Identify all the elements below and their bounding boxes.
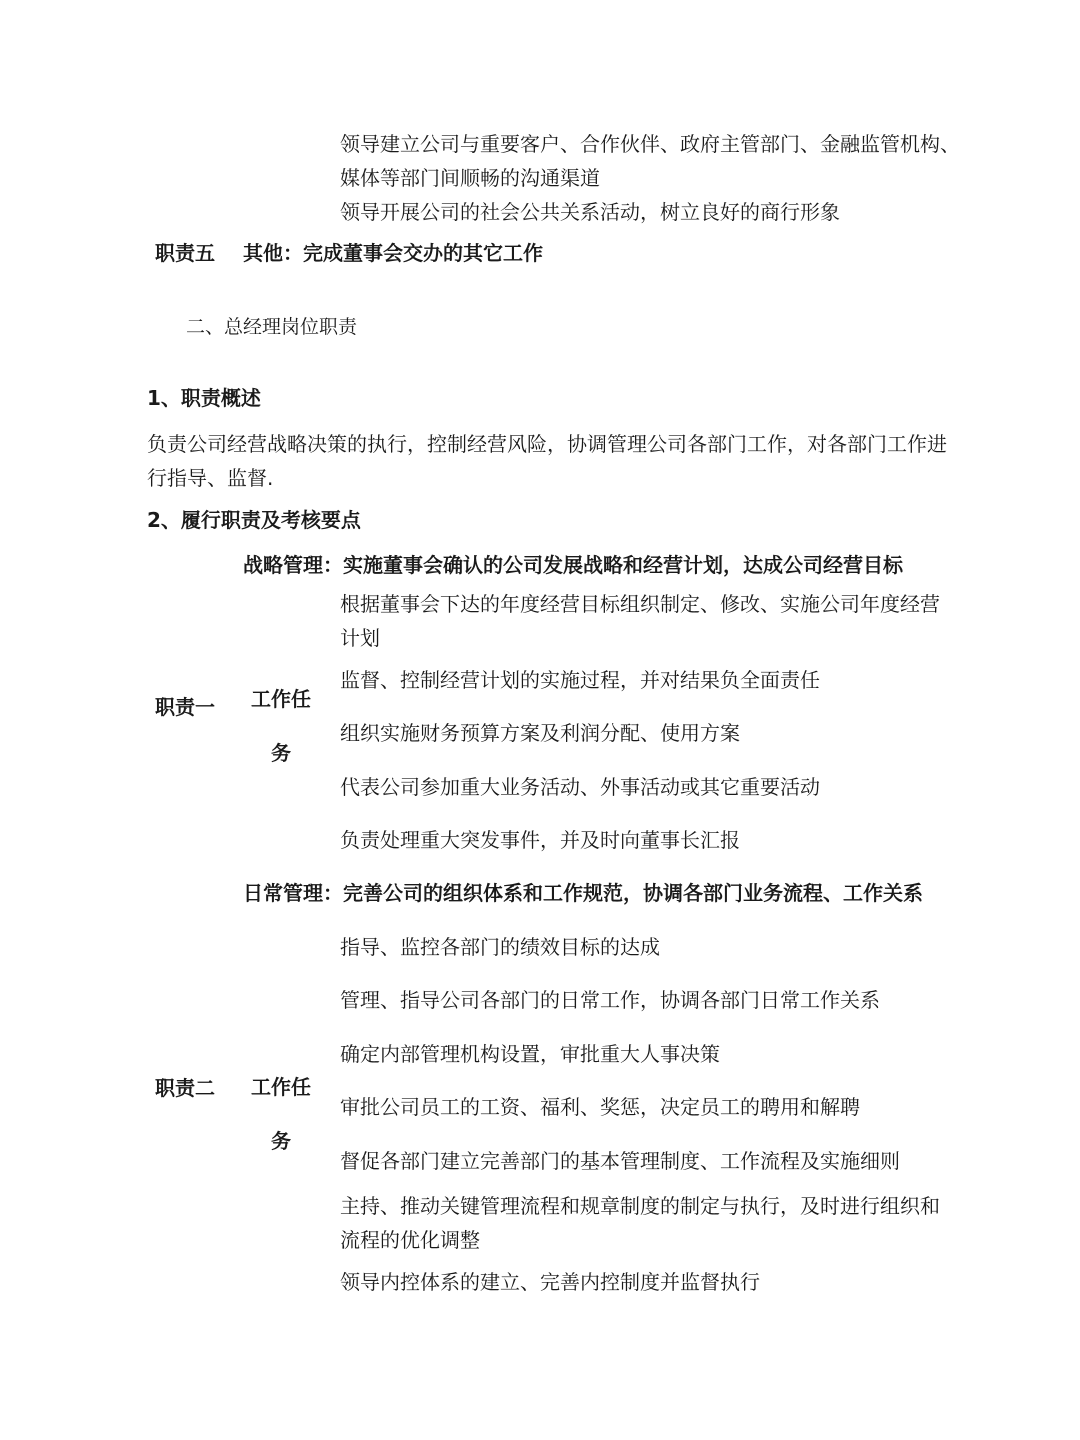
duty1-task: 组织实施财务预算方案及利润分配、使用方案 xyxy=(340,721,740,745)
duty1-task: 负责处理重大突发事件，并及时向董事长汇报 xyxy=(340,828,740,852)
continuation-line: 领导开展公司的社会公共关系活动，树立良好的商行形象 xyxy=(340,200,840,224)
duty5-label: 职责五 xyxy=(155,241,215,265)
continuation-line: 媒体等部门间顺畅的沟通渠道 xyxy=(340,166,600,190)
duty2-task: 主持、推动关键管理流程和规章制度的制定与执行，及时进行组织和 xyxy=(340,1194,940,1218)
duty1-task: 监督、控制经营计划的实施过程，并对结果负全面责任 xyxy=(340,668,820,692)
duty1-task: 代表公司参加重大业务活动、外事活动或其它重要活动 xyxy=(340,775,820,799)
duty2-task: 流程的优化调整 xyxy=(340,1228,480,1252)
duty2-task: 指导、监控各部门的绩效目标的达成 xyxy=(340,935,660,959)
duty2-task: 确定内部管理机构设置，审批重大人事决策 xyxy=(340,1042,720,1066)
duty2-header: 日常管理：完善公司的组织体系和工作规范，协调各部门业务流程、工作关系 xyxy=(243,881,923,905)
duty1-label: 职责一 xyxy=(155,695,215,719)
section-title: 二、总经理岗位职责 xyxy=(186,316,358,338)
duty2-task: 审批公司员工的工资、福利、奖惩，决定员工的聘用和解聘 xyxy=(340,1095,860,1119)
duty1-task-label: 工作任 xyxy=(251,687,311,711)
continuation-line: 领导建立公司与重要客户、合作伙伴、政府主管部门、金融监管机构、 xyxy=(340,132,960,156)
duty1-task: 计划 xyxy=(340,626,380,650)
duty2-task-label: 务 xyxy=(271,1129,291,1153)
duty1-header: 战略管理：实施董事会确认的公司发展战略和经营计划，达成公司经营目标 xyxy=(243,553,903,577)
duty2-task: 督促各部门建立完善部门的基本管理制度、工作流程及实施细则 xyxy=(340,1149,900,1173)
duty1-task-label: 务 xyxy=(271,741,291,765)
duty2-task-label: 工作任 xyxy=(251,1075,311,1099)
duties-heading: 2、履行职责及考核要点 xyxy=(147,508,361,532)
duty2-label: 职责二 xyxy=(155,1076,215,1100)
duty1-task: 根据董事会下达的年度经营目标组织制定、修改、实施公司年度经营 xyxy=(340,592,940,616)
duty2-task: 领导内控体系的建立、完善内控制度并监督执行 xyxy=(340,1270,760,1294)
duty5-text: 其他：完成董事会交办的其它工作 xyxy=(243,241,543,265)
overview-line: 行指导、监督. xyxy=(147,466,274,490)
duty2-task: 管理、指导公司各部门的日常工作，协调各部门日常工作关系 xyxy=(340,988,880,1012)
overview-heading: 1、职责概述 xyxy=(147,386,261,410)
overview-line: 负责公司经营战略决策的执行，控制经营风险，协调管理公司各部门工作，对各部门工作进 xyxy=(147,432,947,456)
